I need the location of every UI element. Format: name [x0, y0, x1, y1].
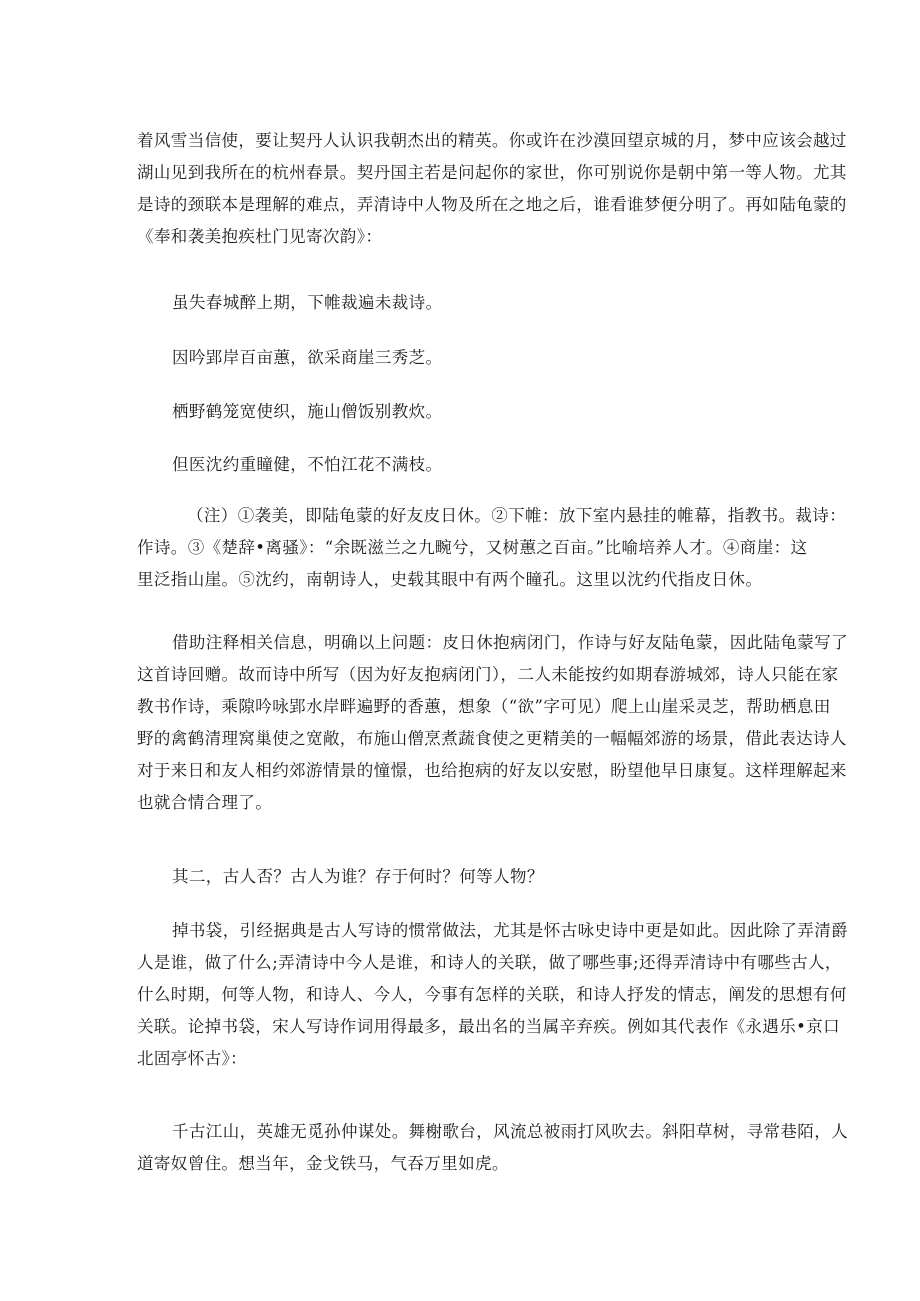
text-line: 掉书袋，引经据典是古人写诗的惯常做法，尤其是怀古咏史诗中更是如此。因此除了弄清爵 — [172, 921, 848, 940]
paragraph-ci-quote — [137, 1116, 848, 1180]
text-line: 《奉和袭美抱疾杜门见寄次韵》： — [137, 227, 383, 246]
text-line: 道寄奴曾住。想当年，金戈铁马，气吞万里如虎。 — [137, 1154, 509, 1173]
text-line: 借助注释相关信息，明确以上问题：皮日休抱病闭门，作诗与好友陆龟蒙，因此陆龟蒙写了 — [172, 633, 848, 652]
poem-line: 虽失春城醉上期，下帷裁遍未裁诗。 — [172, 293, 443, 312]
text-line: 着风雪当信使，要让契丹人认识我朝杰出的精英。你或许在沙漠回望京城的月，梦中应该会越过 — [137, 131, 847, 150]
text-line: 北固亭怀古》： — [137, 1049, 248, 1068]
text-line: 对于来日和友人相约郊游情景的憧憬，也给抱病的好友以安慰，盼望他早日康复。这样理解起来 — [137, 761, 847, 780]
text-line: 里泛指山崖。⑤沈约，南朝诗人，史载其眼中有两个瞳孔。这里以沈约代指皮日休。 — [137, 570, 763, 589]
text-line: 人是谁，做了什么;弄清诗中今人是谁，和诗人的关联，做了哪些事;还得弄清诗中有哪些古人， — [137, 953, 842, 972]
text-line: 作诗。③《楚辞•离骚》：“余既滋兰之九畹兮，又树蕙之百亩。”比喻培养人才。④商崖：这 — [137, 538, 808, 557]
paragraph-analysis — [137, 627, 848, 819]
paragraph-explanation — [137, 915, 848, 1075]
text-line: 这首诗回赠。故而诗中所写（因为好友抱病闭门），二人未能按约如期春游城郊，诗人只能在家 — [137, 665, 839, 684]
text-line: 也就合情合理了。 — [137, 793, 273, 812]
text-line: 是诗的颈联本是理解的难点，弄清诗中人物及所在之地之后，谁看谁梦便分明了。再如陆龟蒙的 — [137, 195, 847, 214]
text-line: 其二，古人否？古人为谁？存于何时？何等人物？ — [172, 867, 544, 886]
poem-line: 但医沈约重瞳健，不怕江花不满枝。 — [172, 455, 443, 474]
text-line: 什么时期，何等人物，和诗人、今人，今事有怎样的关联，和诗人抒发的情志，阐发的思想有何 — [137, 985, 847, 1004]
text-line: 教书作诗，乘隙吟咏郢水岸畔遍野的香蕙，想象（“欲”字可见）爬上山崖采灵芝，帮助栖息田 — [137, 697, 831, 716]
text-line: 野的禽鹤清理窝巢使之宽敞，布施山僧烹煮蔬食使之更精美的一幅幅郊游的场景，借此表达诗人 — [137, 729, 847, 748]
text-line: 湖山见到我所在的杭州春景。契丹国主若是问起你的家世，你可别说你是朝中第一等人物。尤其 — [137, 163, 847, 182]
poem-line: 因吟郢岸百亩蕙，欲采商崖三秀芝。 — [172, 348, 443, 367]
poem-line: 栖野鹤笼宽使织，施山僧饭别教炊。 — [172, 402, 443, 421]
paragraph-intro — [137, 125, 847, 253]
text-line: 关联。论掉书袋，宋人写诗作词用得最多，最出名的当属辛弃疾。例如其代表作《永遇乐•京口 — [137, 1017, 841, 1036]
paragraph-note — [137, 500, 847, 596]
text-line: 千古江山，英雄无觅孙仲谋处。舞榭歌台，风流总被雨打风吹去。斜阳草树，寻常巷陌，人 — [172, 1122, 848, 1141]
paragraph-question — [137, 861, 782, 893]
text-line: （注）①袭美，即陆龟蒙的好友皮日休。②下帷：放下室内悬挂的帷幕，指教书。裁诗： — [187, 506, 847, 525]
